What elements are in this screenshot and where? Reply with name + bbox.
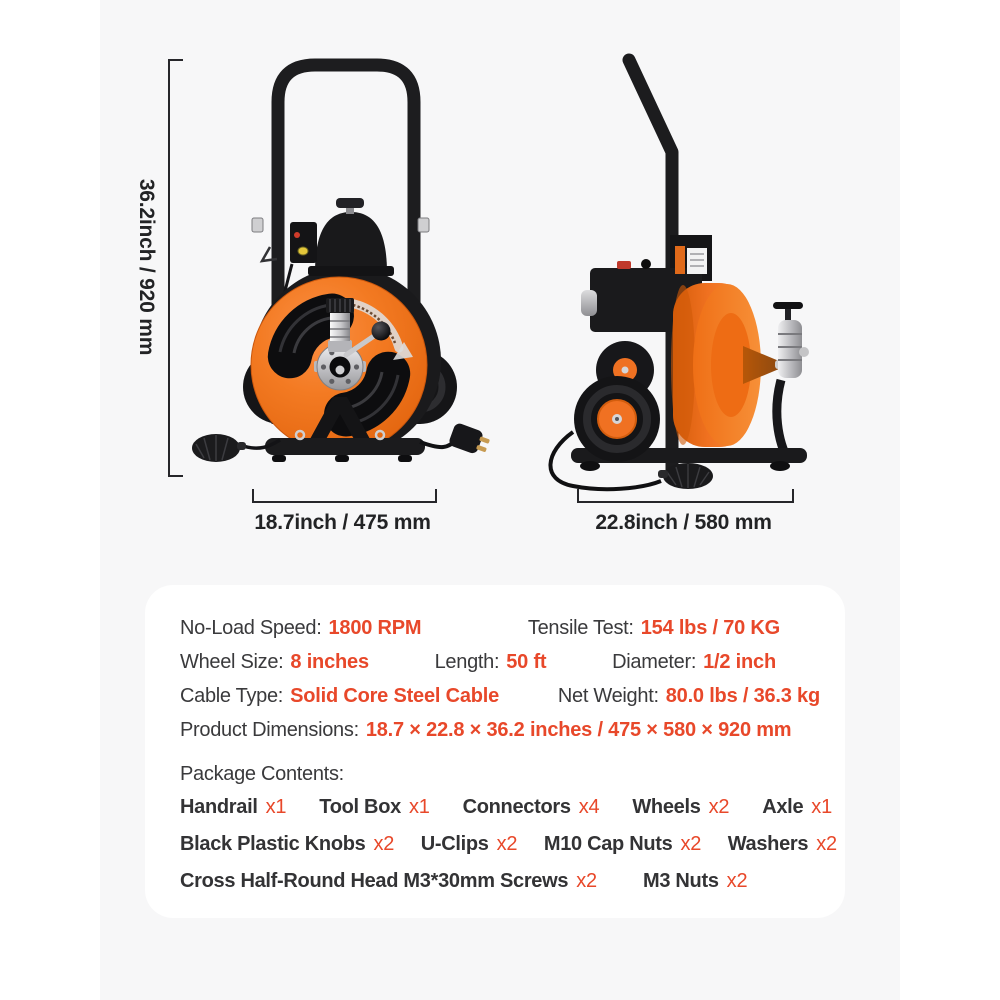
spec-cable-type — [180, 685, 499, 708]
spec-product-dimensions — [180, 719, 791, 742]
foot-pedal — [192, 434, 246, 462]
spec-value: 1/2 inch — [703, 650, 776, 673]
package-item — [544, 833, 701, 856]
spec-label: Wheel Size: — [180, 650, 284, 673]
package-item — [463, 796, 600, 819]
package-row — [180, 863, 810, 900]
package-item-name: Axle — [762, 796, 804, 818]
spec-diameter — [612, 651, 776, 674]
side-width-label: 22.8inch / 580 mm — [595, 511, 772, 534]
package-item-qty: x2 — [726, 870, 748, 892]
spec-length — [435, 651, 547, 674]
spec-wheel-size — [180, 651, 369, 674]
package-item-qty: x4 — [578, 796, 600, 818]
spec-net-weight — [558, 685, 820, 708]
spec-label: Product Dimensions: — [180, 718, 359, 741]
feed-assembly — [773, 302, 809, 378]
package-item-name: M3 Nuts — [642, 870, 719, 892]
control-box — [290, 222, 317, 263]
spec-value: 8 inches — [290, 650, 369, 673]
drum-cone — [743, 346, 779, 384]
base-bar — [265, 438, 425, 455]
power-led — [294, 232, 300, 238]
side-view-illustration — [535, 40, 845, 495]
package-row — [180, 789, 832, 826]
spec-value: 80.0 lbs / 36.3 kg — [665, 684, 820, 707]
front-wheel — [574, 376, 660, 462]
height-dimension-text: 36.2inch / 920 mm — [135, 178, 158, 355]
spec-label: Diameter: — [612, 650, 697, 673]
package-item-name: Washers — [727, 833, 809, 855]
package-item — [728, 833, 837, 856]
spec-no-load-speed — [180, 617, 421, 640]
side-drum — [671, 283, 787, 447]
package-item-qty: x1 — [265, 796, 287, 818]
package-item-qty: x1 — [811, 796, 832, 818]
front-width-label: 18.7inch / 475 mm — [254, 511, 431, 534]
spec-label: Cable Type: — [180, 684, 284, 707]
package-item-qty: x1 — [408, 796, 430, 818]
lever-ball — [372, 322, 391, 341]
package-item-name: Black Plastic Knobs — [180, 833, 366, 855]
package-item — [319, 796, 429, 819]
height-dimension-label — [128, 60, 164, 473]
side-width-bracket — [577, 489, 794, 503]
spec-tensile-test — [528, 617, 780, 640]
front-view-illustration — [190, 52, 502, 477]
height-dimension-bracket — [168, 59, 183, 477]
motor-end-cap — [581, 290, 597, 316]
spec-value: 1800 RPM — [328, 616, 422, 639]
package-item-qty: x2 — [816, 833, 837, 855]
package-item — [180, 796, 286, 819]
package-item — [180, 833, 394, 856]
switch-button — [298, 247, 308, 255]
spec-value: 50 ft — [506, 650, 547, 673]
package-item-name: Wheels — [632, 796, 701, 818]
handle-clamp-right — [418, 218, 429, 232]
spec-row — [180, 713, 810, 747]
spec-value: Solid Core Steel Cable — [290, 684, 500, 707]
package-item-name: Cross Half-Round Head M3*30mm Screws — [180, 870, 569, 892]
package-item-name: Connectors — [462, 796, 571, 818]
spec-label: Length: — [434, 650, 500, 673]
spec-row — [180, 645, 776, 679]
package-item — [421, 833, 518, 856]
package-item — [762, 796, 832, 819]
spec-label: No-Load Speed: — [180, 616, 322, 639]
spec-label: Net Weight: — [557, 684, 659, 707]
spec-panel — [145, 585, 845, 918]
package-row — [180, 826, 837, 863]
spec-row — [180, 611, 780, 645]
package-item-name: M10 Cap Nuts — [543, 833, 673, 855]
top-knob — [336, 198, 364, 208]
package-item-qty: x2 — [708, 796, 730, 818]
power-plug — [448, 422, 492, 458]
package-contents-title: Package Contents: — [180, 762, 344, 785]
handle-clamp-left — [252, 218, 263, 232]
package-item-name: Tool Box — [319, 796, 401, 818]
spec-sticker — [687, 248, 707, 274]
feed-knob — [773, 302, 803, 309]
spec-value: 18.7 × 22.8 × 36.2 inches / 475 × 580 × 920 mm — [365, 718, 792, 741]
rocker-switch — [617, 261, 631, 269]
package-item-qty: x2 — [496, 833, 518, 855]
package-item — [643, 870, 747, 893]
package-item-qty: x2 — [680, 833, 702, 855]
package-item-qty: x2 — [373, 833, 395, 855]
spec-row — [180, 679, 820, 713]
package-item-name: Handrail — [180, 796, 258, 818]
package-item — [632, 796, 729, 819]
package-item-qty: x2 — [576, 870, 597, 892]
spec-value: 154 lbs / 70 KG — [640, 616, 780, 639]
warning-label — [675, 246, 685, 274]
package-item-name: U-Clips — [420, 833, 489, 855]
package-item — [180, 870, 597, 893]
front-width-bracket — [252, 489, 437, 503]
spec-label: Tensile Test: — [527, 616, 634, 639]
motor-cover — [315, 212, 387, 273]
